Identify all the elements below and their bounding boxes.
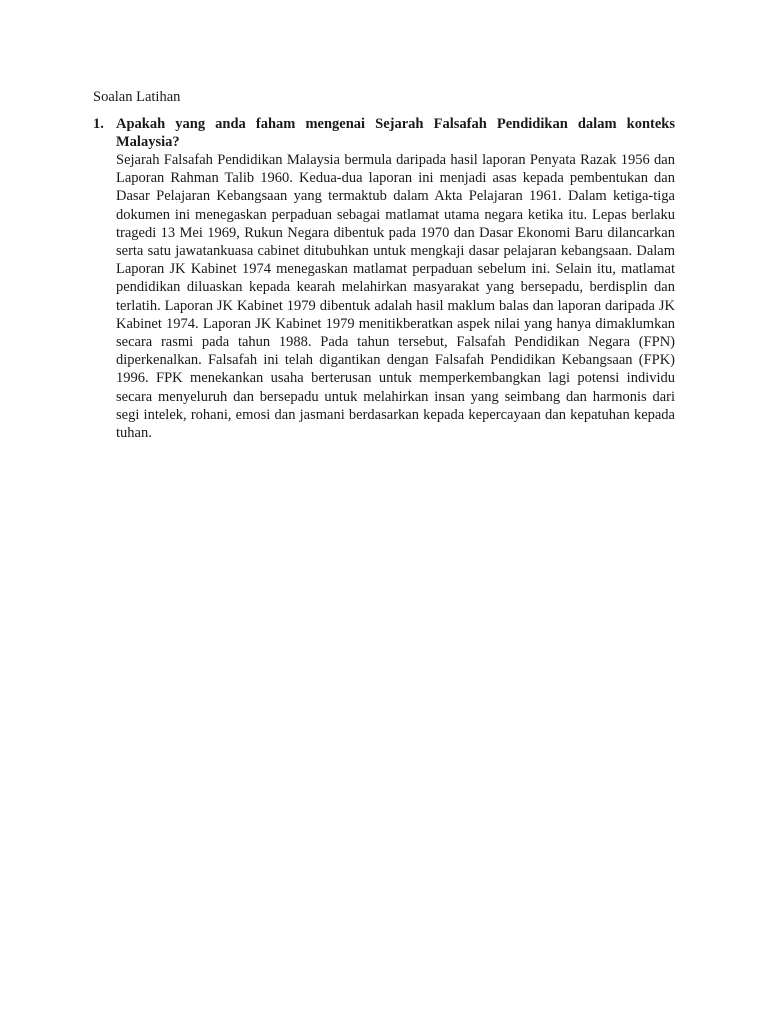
document-heading: Soalan Latihan: [93, 89, 181, 105]
question-body: [116, 115, 675, 442]
question-number: 1.: [93, 116, 104, 132]
answer-paragraph: Sejarah Falsafah Pendidikan Malaysia bermula daripada hasil laporan Penyata Razak 1956 dan Laporan Rahman Talib 1960. Kedua-dua laporan ini menjadi asas kepada pembentukan dan Dasar Pelajaran Kebangsaan yang termaktub dalam Akta Pelajaran 1961. Dalam ketiga-tiga dokumen ini menegaskan perpaduan sebagai matlamat utama negara ketika itu. Lepas berlaku tragedi 13 Mei 1969, Rukun Negara dibentuk pada 1970 dan Dasar Ekonomi Baru dilancarkan serta satu jawatankuasa cabinet ditubuhkan untuk mengkaji dasar pelajaran kebangsaan. Dalam Laporan JK Kabinet 1974 menegaskan matlamat perpaduan sebelum ini. Selain itu, matlamat pendidikan diluaskan kepada kearah melahirkan masyarakat yang bersepadu, berdisplin dan terlatih. Laporan JK Kabinet 1979 dibentuk adalah hasil maklum balas dan laporan daripada JK Kabinet 1974. Laporan JK Kabinet 1979 menitikberatkan aspek nilai yang hanya dimaklumkan secara rasmi pada tahun 1988. Pada tahun tersebut, Falsafah Pendidikan Negara (FPN) diperkenalkan. Falsafah ini telah digantikan dengan Falsafah Pendidikan Kebangsaan (FPK) 1996. FPK menekankan usaha berterusan untuk memperkembangkan lagi potensi individu secara menyeluruh dan bersepadu untuk melahirkan insan yang seimbang dan harmonis dari segi intelek, rohani, emosi dan jasmani berdasarkan kepada kepercayaan dan kepatuhan kepada tuhan.: [116, 152, 675, 442]
question-item: [93, 115, 675, 442]
question-title: Apakah yang anda faham mengenai Sejarah Falsafah Pendidikan dalam konteks Malaysia?: [116, 116, 675, 150]
